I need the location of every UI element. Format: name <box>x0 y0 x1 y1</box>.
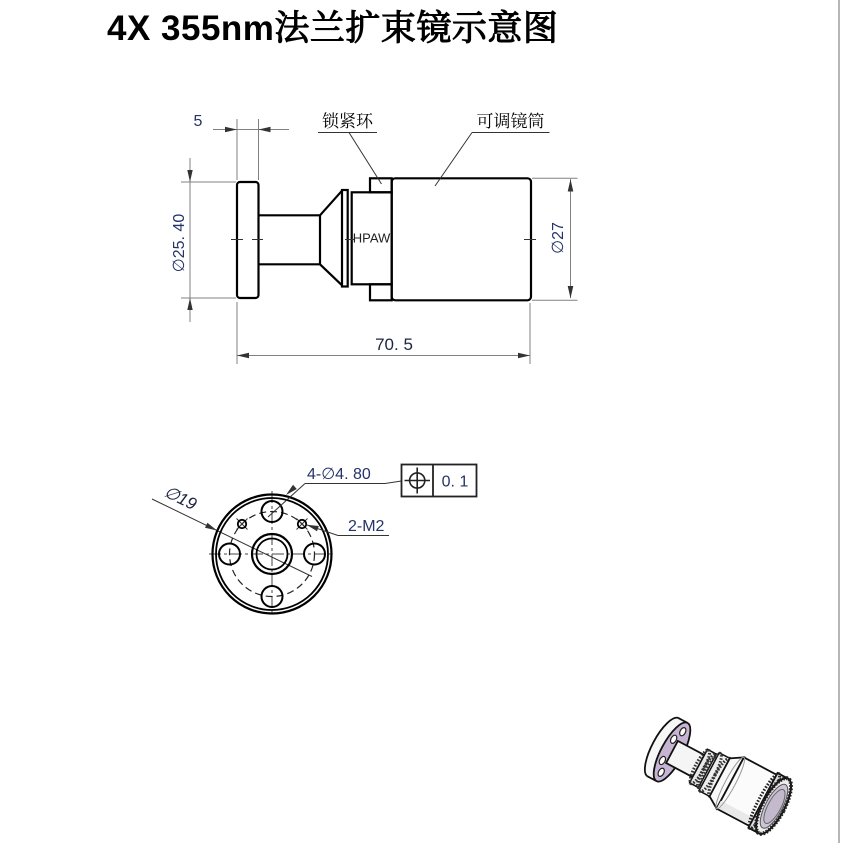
side-view <box>171 111 578 364</box>
front-centerlines <box>209 491 335 617</box>
dim-total-length <box>237 335 530 358</box>
dim-text-thread-holes: 2-M2 <box>348 518 385 535</box>
adjustable-tube-label: 可调镜筒 <box>476 112 545 131</box>
dim-text-bolt-circle: ∅19 <box>161 482 200 514</box>
dim-text-total-length: 70. 5 <box>375 335 413 354</box>
dim-thread-holes <box>307 518 390 536</box>
label-adjustable-tube <box>435 111 550 186</box>
lock-ring-top <box>370 178 392 192</box>
label-lock-ring <box>318 111 382 184</box>
front-view <box>152 465 477 618</box>
page-title: 4X 355nm法兰扩束镜示意图 <box>107 9 559 48</box>
dim-flange-diameter <box>171 158 193 322</box>
position-tolerance-frame <box>402 465 477 497</box>
dim-text-flange-thickness: 5 <box>193 113 203 130</box>
page-edge-line <box>838 0 840 843</box>
dim-flange-thickness <box>194 113 289 132</box>
dim-tube-diameter <box>550 179 573 298</box>
dim-through-holes <box>268 466 402 517</box>
engraving-text: HPAW <box>352 230 391 246</box>
lock-ring-label: 锁紧环 <box>322 112 373 131</box>
lock-ring-bottom <box>370 284 392 300</box>
dim-text-tube-diameter: ∅27 <box>550 222 567 254</box>
tolerance-value: 0. 1 <box>441 473 469 491</box>
tube-profile <box>392 178 531 300</box>
dim-text-flange-diameter: ∅25. 40 <box>171 213 188 273</box>
ring-profile <box>342 190 348 287</box>
dim-text-through-holes: 4-∅4. 80 <box>307 466 371 483</box>
iso-view <box>638 713 799 840</box>
